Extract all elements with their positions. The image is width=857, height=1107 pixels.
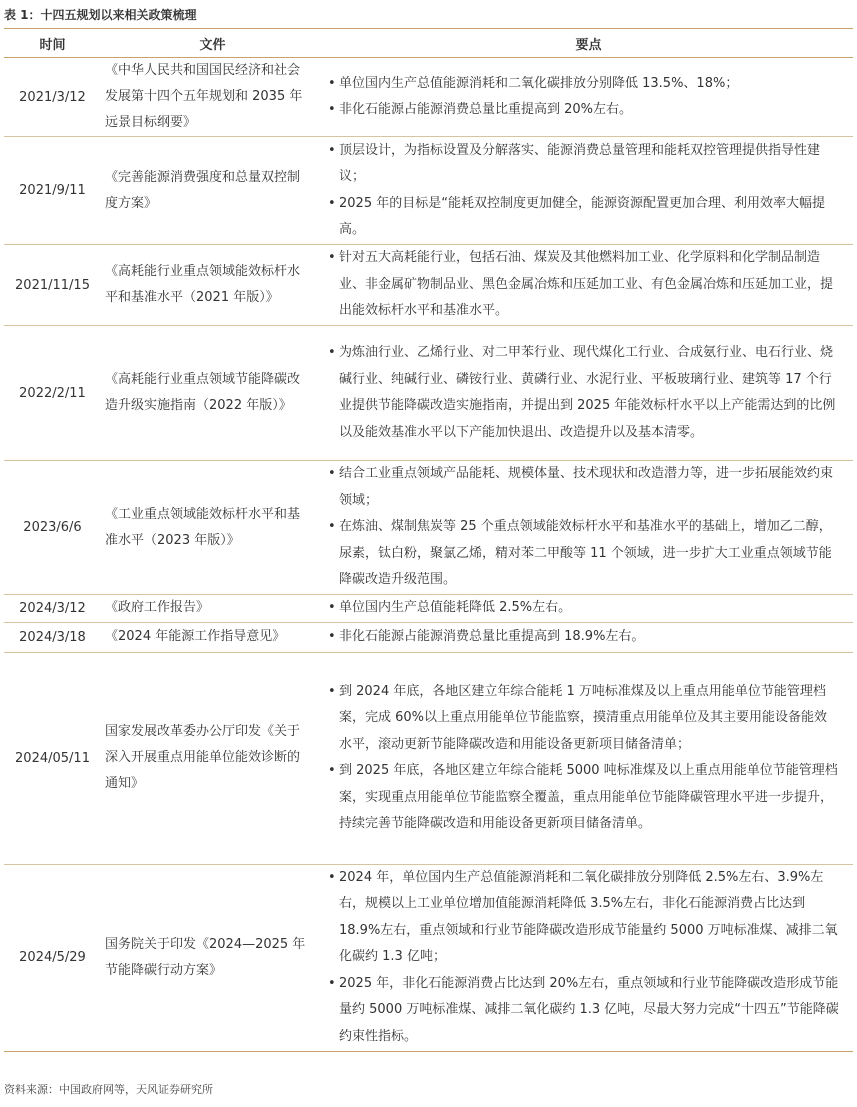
row-points: [324, 595, 853, 623]
point-text: 单位国内生产总值能源消耗和二氧化碳排放分别降低 13.5%、18%；: [339, 75, 739, 91]
point-text: 2024 年，单位国内生产总值能源消耗和二氧化碳排放分别降低 2.5%左右、3.9%左右，规模以上工业单位增加值能源消耗降低 3.5%左右，非化石能源消费占比达到 18.9%左右，重点领域和行业节能降碳改造形成节能量约 5000 万吨标准煤、减排二氧化碳约 1.3 亿吨；: [339, 869, 838, 965]
source-note: 资料来源：中国政府网等，天风证券研究所: [4, 1083, 213, 1096]
row-document: 国家发展改革委办公厅印发《关于深入开展重点用能单位能效诊断的通知》: [101, 652, 324, 864]
header-document: 文件: [101, 29, 324, 58]
policy-point: [328, 514, 839, 594]
policy-point: [328, 679, 839, 759]
point-text: 到 2024 年底，各地区建立年综合能耗 1 万吨标准煤及以上重点用能单位节能管理档案，完成 60%以上重点用能单位节能监察，摸清重点用能单位及其主要用能设备能效水平，滚动更新节能降碳改造和用能设备更新项目储备清单；: [339, 683, 828, 752]
point-text: 在炼油、煤制焦炭等 25 个重点领域能效标杆水平和基准水平的基础上，增加乙二醇，尿素，钛白粉，聚氯乙烯，精对苯二甲酸等 11 个领域，进一步扩大工业重点领域节能降碳改造升级范围。: [339, 519, 832, 588]
row-date: 2024/3/18: [4, 622, 101, 652]
row-document: 《2024 年能源工作指导意见》: [101, 622, 324, 652]
row-points: [324, 326, 853, 461]
bullet-icon: •: [328, 869, 336, 885]
row-date: 2024/05/11: [4, 652, 101, 864]
table-row: [4, 652, 853, 864]
row-date: 2023/6/6: [4, 461, 101, 595]
policy-point: [328, 971, 839, 1051]
row-document: 《工业重点领域能效标杆水平和基准水平（2023 年版）》: [101, 461, 324, 595]
table-row: [4, 461, 853, 595]
table-row: [4, 595, 853, 623]
row-points: [324, 622, 853, 652]
policy-point: [328, 245, 839, 325]
table-row: [4, 326, 853, 461]
bullet-icon: •: [328, 142, 336, 158]
bullet-icon: •: [328, 75, 336, 91]
policy-point: [328, 758, 839, 838]
header-points: 要点: [324, 29, 853, 58]
point-text: 非化石能源占能源消费总量比重提高到 20%左右。: [339, 102, 633, 117]
bullet-icon: •: [328, 250, 336, 266]
point-text: 顶层设计，为指标设置及分解落实、能源消费总量管理和能耗双控管理提供指导性建议；: [339, 142, 821, 184]
point-text: 2025 年，非化石能源消费占比达到 20%左右，重点领域和行业节能降碳改造形成节能量约 5000 万吨标准煤、减排二氧化碳约 1.3 亿吨，尽最大努力完成“十四五”节能降碳约束性指标。: [339, 975, 839, 1044]
point-text: 为炼油行业、乙烯行业、对二甲苯行业、现代煤化工行业、合成氨行业、电石行业、烧碱行业、纯碱行业、磷铵行业、黄磷行业、水泥行业、平板玻璃行业、建筑等 17 个行业提供节能降碳改造实施指南，并提出到 2025 年能效标杆水平以上产能需达到的比例以及能效基准水平以下产能加快退出、改造提升以及基本清零。: [339, 345, 836, 440]
row-points: [324, 137, 853, 245]
bullet-icon: •: [328, 628, 336, 644]
row-date: 2024/5/29: [4, 864, 101, 1051]
bullet-icon: •: [328, 763, 336, 778]
point-text: 到 2025 年底，各地区建立年综合能耗 5000 吨标准煤及以上重点用能单位节能管理档案，实现重点用能单位节能监察全覆盖，重点用能单位节能降碳管理水平进一步提升，持续完善节能降碳改造和用能设备更新项目储备清单。: [339, 763, 838, 831]
bullet-icon: •: [328, 975, 336, 991]
policy-table: [4, 28, 853, 1052]
row-document: 《高耗能行业重点领域节能降碳改造升级实施指南（2022 年版）》: [101, 326, 324, 461]
row-date: 2022/2/11: [4, 326, 101, 461]
header-date: 时间: [4, 29, 101, 58]
policy-point: [328, 97, 839, 124]
table-caption: 表 1：十四五规划以来相关政策梳理: [4, 8, 197, 22]
bullet-icon: •: [328, 683, 336, 699]
row-points: [324, 461, 853, 595]
row-date: 2024/3/12: [4, 595, 101, 623]
point-text: 非化石能源占能源消费总量比重提高到 18.9%左右。: [339, 628, 645, 644]
bullet-icon: •: [328, 345, 336, 360]
row-points: [324, 864, 853, 1051]
point-text: 结合工业重点领域产品能耗、规模体量、技术现状和改造潜力等，进一步拓展能效约束领域；: [339, 466, 834, 508]
row-document: 《中华人民共和国国民经济和社会发展第十四个五年规划和 2035 年远景目标纲要》: [101, 58, 324, 137]
policy-point: [328, 595, 839, 622]
policy-point: [328, 461, 839, 514]
bullet-icon: •: [328, 195, 336, 211]
table-row: [4, 864, 853, 1051]
policy-point: [328, 71, 839, 98]
table-row: [4, 58, 853, 137]
row-date: 2021/11/15: [4, 245, 101, 326]
row-document: 《政府工作报告》: [101, 595, 324, 623]
table-row: [4, 137, 853, 245]
point-text: 针对五大高耗能行业，包括石油、煤炭及其他燃料加工业、化学原料和化学制品制造业、非金属矿物制品业、黑色金属冶炼和压延加工业、有色金属冶炼和压延加工业，提出能效标杆水平和基准水平。: [339, 250, 834, 319]
row-document: 《完善能源消费强度和总量双控制度方案》: [101, 137, 324, 245]
table-row: [4, 622, 853, 652]
point-text: 2025 年的目标是“能耗双控制度更加健全，能源资源配置更加合理、利用效率大幅提高。: [339, 195, 825, 237]
table-row: [4, 245, 853, 326]
row-points: [324, 652, 853, 864]
policy-table-container: [4, 28, 853, 1052]
row-date: 2021/3/12: [4, 58, 101, 137]
policy-point: [328, 865, 839, 971]
row-points: [324, 245, 853, 326]
row-document: 国务院关于印发《2024—2025 年节能降碳行动方案》: [101, 864, 324, 1051]
point-text: 单位国内生产总值能耗降低 2.5%左右。: [339, 600, 572, 615]
table-header-row: [4, 29, 853, 58]
row-document: 《高耗能行业重点领域能效标杆水平和基准水平（2021 年版）》: [101, 245, 324, 326]
bullet-icon: •: [328, 519, 336, 535]
bullet-icon: •: [328, 466, 336, 482]
row-points: [324, 58, 853, 137]
policy-point: [328, 624, 839, 651]
policy-point: [328, 340, 839, 446]
bullet-icon: •: [328, 102, 336, 117]
bullet-icon: •: [328, 600, 336, 615]
row-date: 2021/9/11: [4, 137, 101, 245]
table-body: [4, 58, 853, 1052]
policy-point: [328, 191, 839, 244]
policy-point: [328, 138, 839, 191]
